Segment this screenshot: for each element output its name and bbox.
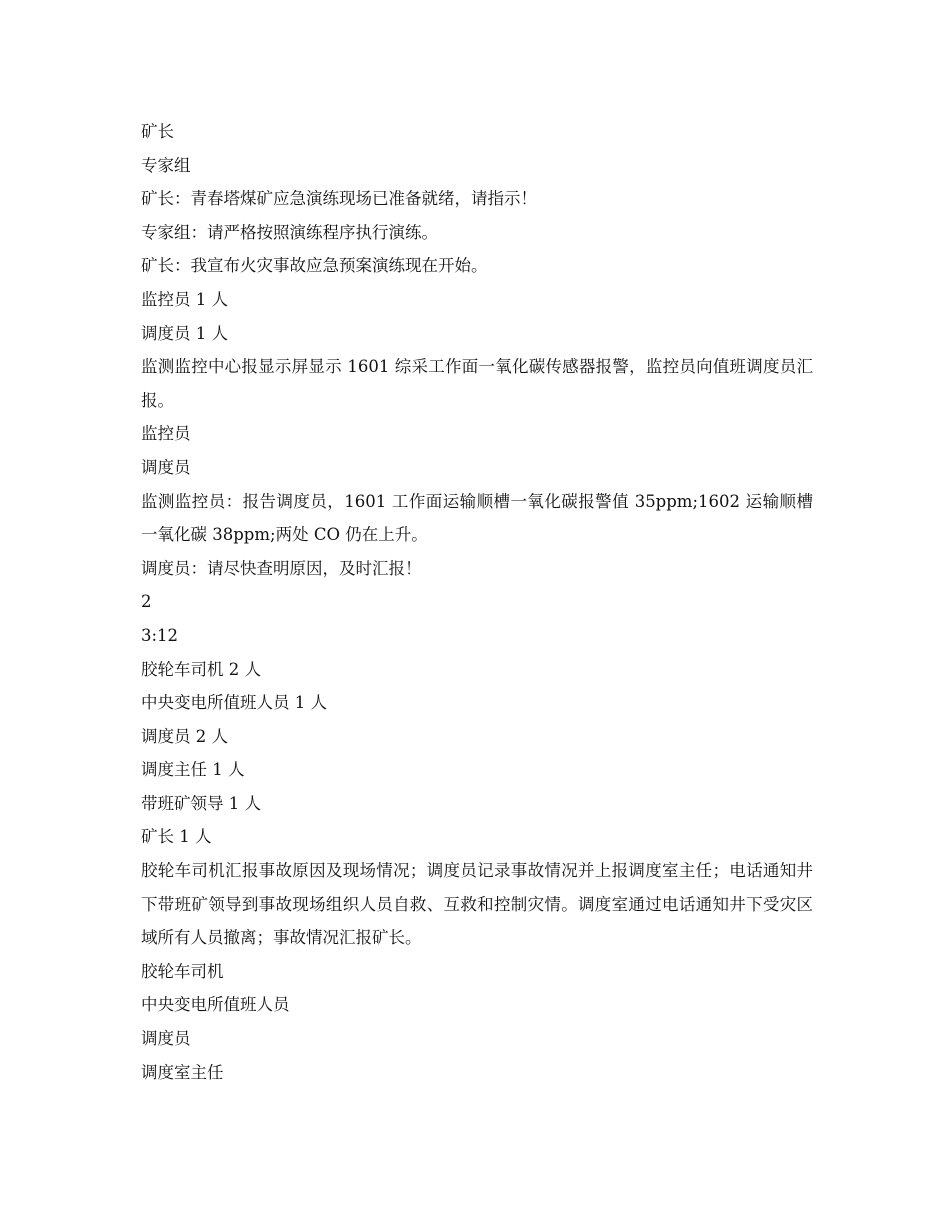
role-heading: 调度员 — [141, 457, 191, 477]
role-heading: 调度室主任 — [141, 1062, 224, 1082]
role-heading: 专家组 — [141, 155, 191, 175]
personnel-item: 中央变电所值班人员 1 人 — [141, 693, 327, 713]
dialogue-line: 专家组：请严格按照演练程序执行演练。 — [141, 222, 438, 242]
scenario-paragraph: 监测监控中心报显示屏显示 1601 综采工作面一氧化碳传感器报警，监控员向值班调度员汇报。 — [141, 357, 813, 410]
personnel-item: 调度员 1 人 — [141, 323, 228, 343]
personnel-item: 监控员 1 人 — [141, 289, 228, 309]
dialogue-line: 矿长：我宣布火灾事故应急预案演练现在开始。 — [141, 256, 488, 276]
dialogue-paragraph: 监测监控员：报告调度员，1601 工作面运输顺槽一氧化碳报警值 35ppm;1602 运输顺槽一氧化碳 38ppm;两处 CO 仍在上升。 — [141, 491, 813, 545]
personnel-item: 调度员 2 人 — [141, 726, 228, 746]
personnel-item: 矿长 1 人 — [141, 827, 212, 847]
dialogue-line: 矿长：青春塔煤矿应急演练现场已准备就绪，请指示！ — [141, 189, 537, 209]
document-body — [141, 115, 813, 1089]
personnel-item: 带班矿领导 1 人 — [141, 793, 261, 813]
role-heading: 中央变电所值班人员 — [141, 995, 290, 1015]
role-heading: 胶轮车司机 — [141, 961, 224, 981]
personnel-item: 胶轮车司机 2 人 — [141, 659, 261, 679]
role-heading: 监控员 — [141, 424, 191, 444]
personnel-item: 调度主任 1 人 — [141, 760, 245, 780]
dialogue-line: 调度员：请尽快查明原因，及时汇报！ — [141, 558, 422, 578]
time-stamp: 3:12 — [141, 625, 179, 645]
role-heading: 调度员 — [141, 1029, 191, 1049]
step-number: 2 — [141, 592, 152, 612]
scenario-paragraph: 胶轮车司机汇报事故原因及现场情况；调度员记录事故情况并上报调度室主任；电话通知井下带班矿领导到事故现场组织人员自救、互救和控制灾情。调度室通过电话通知井下受灾区域所有人员撤离；事故情况汇报矿长。 — [141, 861, 813, 948]
role-heading: 矿长 — [141, 122, 174, 141]
